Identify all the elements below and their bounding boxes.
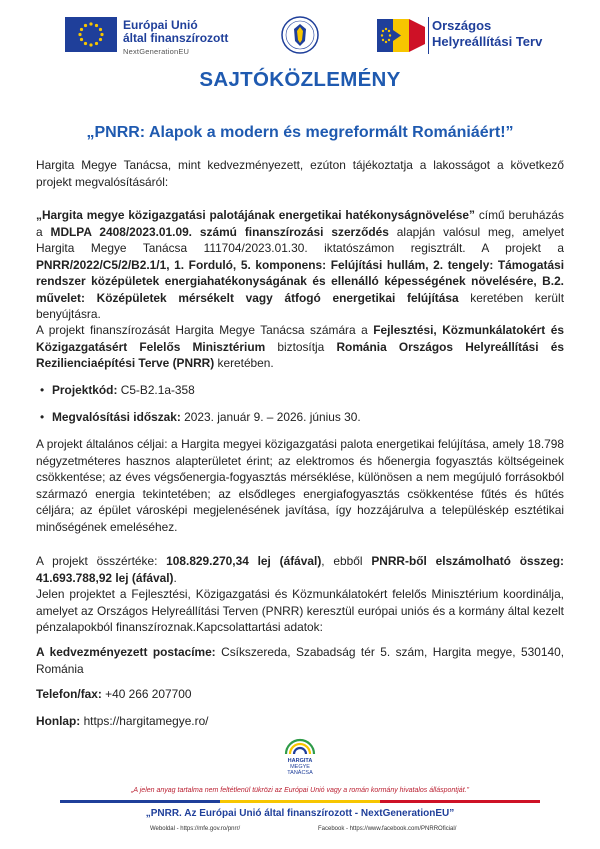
p5-text2: , ebből xyxy=(321,554,372,568)
website-value[interactable]: https://hargitamegye.ro/ xyxy=(80,714,209,728)
bullet-period xyxy=(52,409,361,426)
page-title: SAJTÓKÖZLEMÉNY xyxy=(199,68,401,91)
phone-value: +40 266 207700 xyxy=(101,687,192,701)
project-code-label: Projektkód: xyxy=(52,383,118,397)
value-paragraph xyxy=(36,553,564,586)
p2-text1: című beruházás a xyxy=(36,208,564,239)
eu-funding-text xyxy=(123,19,263,57)
page-subtitle: „PNRR: Alapok a modern és megreformált Romániáért!” xyxy=(86,124,514,141)
project-title: „Hargita megye közigazgatási palotájának energetikai hatékonyságnövelése” xyxy=(36,208,475,222)
program-reference: PNRR/2022/C5/2/B2.1/1, 1. Forduló, 5. komponens: Felújítási hullám, 2. tengely: Támogatási rendszer középületek energiahatékonyságának és ellenálló képességének növelésére, B.2. művelet: Középületek mérsékelt vagy átfogó energetikai felújítása xyxy=(36,257,564,305)
website-link[interactable]: Weboldal - https://mfe.gov.ro/pnrr/ xyxy=(150,826,241,832)
hm-line3: TANÁCSA xyxy=(287,770,313,776)
bullet-project-code xyxy=(52,382,195,399)
total-value: 108.829.270,34 lej (áfával) xyxy=(166,554,322,568)
p5-text1: A projekt összértéke: xyxy=(36,554,167,568)
eu-flag-icon xyxy=(65,17,117,52)
tricolor-bar xyxy=(60,800,540,803)
website-label: Honlap: xyxy=(36,714,81,728)
hm-line1: HARGITA xyxy=(287,758,313,764)
facebook-link[interactable]: Facebook - https://www.facebook.com/PNRROficial/ xyxy=(318,826,457,832)
eu-line1: Európai Unió xyxy=(123,18,198,32)
pnrr-flag-icon xyxy=(377,19,425,52)
intro-paragraph: Hargita Megye Tanácsa, mint kedvezményezett, ezúton tájékoztatja a lakosságot a következő projekt megvalósításáról: xyxy=(36,158,564,189)
p3-text2: biztosítja xyxy=(265,339,337,354)
p5-text3: . xyxy=(173,570,177,585)
ministry-name: Fejlesztési, Közmunkálatokért és Közigazgatásért Felelős Minisztérium xyxy=(36,323,564,354)
eligible-value: PNRR-ből elszámolható összeg: 41.693.788,92 lej (áfával) xyxy=(36,554,564,585)
pnrr-divider xyxy=(428,17,429,54)
address-value: Csíkszereda, Szabadság tér 5. szám, Hargita megye, 530140, Románia xyxy=(36,645,564,676)
p3-text1: A projekt finanszírozását Hargita Megye Tanácsa számára a xyxy=(36,323,374,337)
romanian-government-crest-icon xyxy=(281,13,319,57)
project-paragraph xyxy=(36,207,564,323)
footer-slogan: „PNRR. Az Európai Unió által finanszírozott - NextGenerationEU” xyxy=(145,808,455,819)
p2-text3: keretében került benyújtásra. xyxy=(36,290,564,321)
p3-text3: keretében. xyxy=(214,356,274,370)
hm-line2: MEGYE xyxy=(290,764,310,770)
p2-text2: alapján valósul meg, amelyet Hargita Megye Tanácsa 111704/2023.01.30. iktatószámon regisztrált. A projekt a xyxy=(36,224,565,255)
hargita-county-text xyxy=(262,758,338,776)
objectives-paragraph: A projekt általános céljai: a Hargita megyei közigazgatási palota energetikai felújítása, amely 18.798 négyzetméteres hasznos alapterületet érint; az elektromos és hőenergia fogyasztás költségeinek csökkentése; az éves végsőenergia-fogyasztás mérséklése, különösen a nem megújuló forrásokból származó energia tekintetében; az elsődleges energiafogyasztás csökkentése fűtés és hűtés céljára; az épület városképi megjelenésének javítása, így hozzájárulva a településkép esztétikai minőségének emeléséhez. xyxy=(36,437,564,534)
period-value: 2023. január 9. – 2026. június 30. xyxy=(180,410,361,424)
eu-line2: által finanszírozott xyxy=(123,31,229,45)
financing-paragraph xyxy=(36,322,564,372)
project-code-value: C5-B2.1a-358 xyxy=(117,383,195,397)
phone-label: Telefon/fax: xyxy=(36,687,102,701)
period-label: Megvalósítási időszak: xyxy=(52,410,181,424)
pnrr-logo-text xyxy=(432,18,572,50)
address-label: A kedvezményezett postacíme: xyxy=(36,645,216,659)
pnrr-line2: Helyreállítási Terv xyxy=(432,34,543,49)
pnrr-line1: Országos xyxy=(432,18,492,33)
disclaimer: „A jelen anyag tartalma nem feltétlenül tükrözi az Európai Unió vagy a román kormány hivatalos álláspontját.” xyxy=(131,787,469,794)
contract-number: MDLPA 2408/2023.01.09. számú finanszírozási szerződés xyxy=(50,224,389,239)
coordination-paragraph: Jelen projektet a Fejlesztési, Közigazgatási és Közmunkálatokért felelős Minisztérium koordinálja, amelyet az Országos Helyreállítási Terven (PNRR) keresztül európai uniós és a kormány által kezelt pénzalapokból finanszíroznak.Kapcsolattartási adatok: xyxy=(36,587,564,634)
eu-line3: NextGenerationEU xyxy=(123,47,190,56)
address-line xyxy=(36,644,564,677)
phone-line xyxy=(36,686,564,703)
plan-name: Románia Országos Helyreállítási és Rezilienciaépítési Terve (PNRR) xyxy=(36,339,564,370)
